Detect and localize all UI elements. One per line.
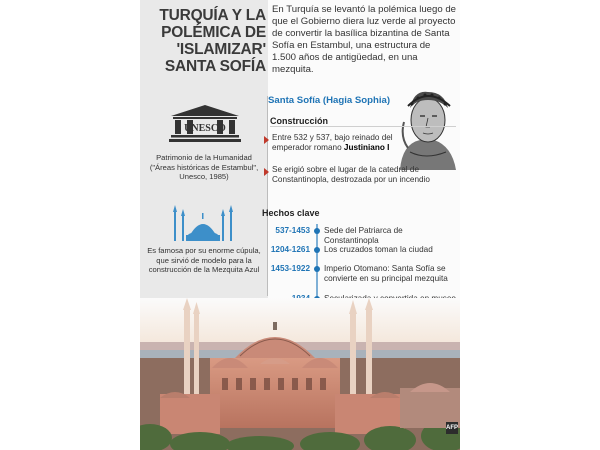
unesco-logo-text: UNESCO [184,123,226,134]
unesco-caption: Patrimonio de la Humanidad ("Áreas históricas de Estambul", Unesco, 1985) [149,153,259,182]
construction-heading: Construcción [270,116,329,126]
section-title: Santa Sofía (Hagia Sophia) [268,95,391,106]
mosque-icon [170,205,236,243]
timeline-dot [314,247,320,253]
timeline-line [316,224,318,302]
bullet-marker [264,168,269,176]
timeline-event: Sede del Patriarca de Constantinopla [324,226,403,245]
mosque-caption: Es famosa por su enorme cúpula, que sirvió de modelo para la construcción de la Mezquita Azul [147,246,261,275]
timeline-year: 1204-1261 [270,245,310,254]
timeline-dot [314,266,320,272]
divider [270,126,456,127]
photo-credit: AFP [446,422,458,434]
hagia-sophia-photo [140,298,460,450]
page-title [146,7,266,75]
timeline-year: 537-1453 [275,226,310,235]
construction-point-2: Se erigió sobre el lugar de la catedral de Constantinopla, destrozada por un incendio [272,165,430,184]
title-line: TURQUÍA Y LA [159,7,266,24]
intro-paragraph: En Turquía se levantó la polémica luego de que el Gobierno diera luz verde al proyecto de convertir la basílica bizantina de Santa Sofía en Estambul, una estructura de 1.500 años de antigüedad, en una mezquita. [272,4,457,75]
emperor-name: Justiniano I [343,143,390,152]
unesco-logo-icon [168,104,242,144]
timeline-event: Imperio Otomano: Santa Sofía se convierte en su principal mezquita [324,264,448,283]
infographic-card [140,0,460,450]
timeline-dot [314,228,320,234]
timeline-year: 1453-1922 [270,264,310,273]
title-line: 'ISLAMIZAR' [176,41,266,58]
facts-heading: Hechos clave [262,208,320,218]
title-line: SANTA SOFÍA [164,58,266,75]
construction-point-1 [272,133,402,153]
construction-point-1-text: Entre 532 y 537, bajo reinado del emperador romano [272,133,393,152]
bullet-marker [264,136,269,144]
timeline-event: Los cruzados toman la ciudad [324,245,433,254]
title-line: POLÉMICA DE [161,24,266,41]
